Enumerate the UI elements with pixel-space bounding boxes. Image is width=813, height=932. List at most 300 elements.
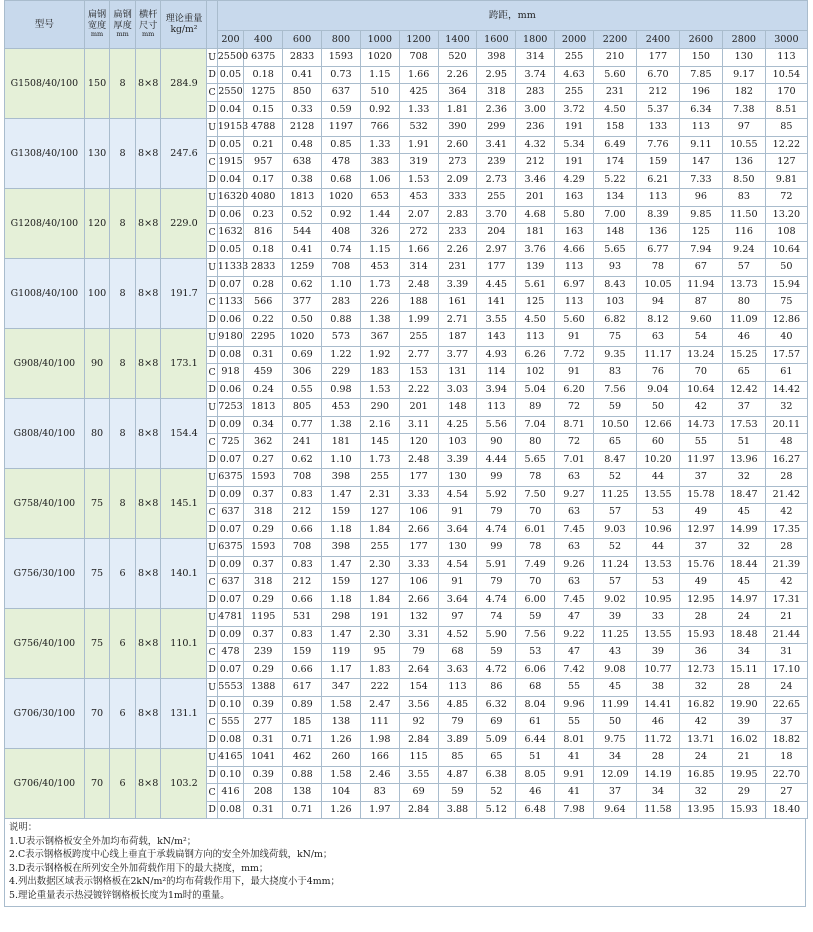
header-span-3000: 3000 xyxy=(765,31,807,49)
value-cell: 1.22 xyxy=(321,346,360,364)
value-cell: 212 xyxy=(516,154,555,172)
value-cell: 6.77 xyxy=(636,241,679,259)
value-cell: 0.62 xyxy=(283,276,322,294)
weight-cell: 103.2 xyxy=(161,749,207,819)
value-cell: 116 xyxy=(722,224,765,242)
value-cell: 9.60 xyxy=(679,311,722,329)
header-span-2800: 2800 xyxy=(722,31,765,49)
row-type-label: D xyxy=(207,801,217,819)
value-cell: 204 xyxy=(477,224,516,242)
value-cell: 57 xyxy=(594,504,637,522)
value-cell: 0.83 xyxy=(283,626,322,644)
value-cell: 3.63 xyxy=(438,661,477,679)
value-cell: 187 xyxy=(438,329,477,347)
value-cell: 13.55 xyxy=(636,626,679,644)
value-cell: 148 xyxy=(594,224,637,242)
value-cell: 1.47 xyxy=(321,486,360,504)
value-cell: 74 xyxy=(477,609,516,627)
value-cell: 638 xyxy=(283,154,322,172)
header-span-400: 400 xyxy=(244,31,283,49)
value-cell: 318 xyxy=(244,504,283,522)
value-cell: 0.39 xyxy=(244,766,283,784)
value-cell: 2.77 xyxy=(399,346,438,364)
value-cell: 0.73 xyxy=(321,66,360,84)
value-cell: 113 xyxy=(679,119,722,137)
value-cell: 55 xyxy=(555,679,594,697)
value-cell: 16320 xyxy=(217,189,244,207)
value-cell: 1.84 xyxy=(360,591,399,609)
value-cell: 233 xyxy=(438,224,477,242)
value-cell: 11.72 xyxy=(636,731,679,749)
value-cell: 29 xyxy=(722,784,765,802)
row-type-label: D xyxy=(207,521,217,539)
value-cell: 2.22 xyxy=(399,381,438,399)
value-cell: 13.95 xyxy=(679,801,722,819)
value-cell: 163 xyxy=(555,224,594,242)
value-cell: 314 xyxy=(516,49,555,67)
value-cell: 0.28 xyxy=(244,276,283,294)
value-cell: 1.38 xyxy=(360,311,399,329)
value-cell: 7253 xyxy=(217,399,244,417)
value-cell: 0.37 xyxy=(244,486,283,504)
value-cell: 159 xyxy=(321,574,360,592)
value-cell: 99 xyxy=(477,469,516,487)
value-cell: 18.40 xyxy=(765,801,807,819)
value-cell: 19.95 xyxy=(722,766,765,784)
value-cell: 11.58 xyxy=(636,801,679,819)
value-cell: 2.84 xyxy=(399,731,438,749)
flat-width-cell: 75 xyxy=(84,609,110,679)
value-cell: 52 xyxy=(477,784,516,802)
value-cell: 17.57 xyxy=(765,346,807,364)
cross-size-cell: 8×8 xyxy=(135,329,161,399)
model-cell: G1208/40/100 xyxy=(5,189,85,259)
value-cell: 70 xyxy=(679,364,722,382)
value-cell: 9.04 xyxy=(636,381,679,399)
flat-width-cell: 75 xyxy=(84,539,110,609)
value-cell: 6.06 xyxy=(516,661,555,679)
value-cell: 14.99 xyxy=(722,521,765,539)
header-span-1200: 1200 xyxy=(399,31,438,49)
value-cell: 2.71 xyxy=(438,311,477,329)
flat-thickness-cell: 8 xyxy=(110,329,136,399)
value-cell: 0.17 xyxy=(244,171,283,189)
row-type-label: C xyxy=(207,364,217,382)
value-cell: 37 xyxy=(679,539,722,557)
value-cell: 544 xyxy=(283,224,322,242)
value-cell: 17.35 xyxy=(765,521,807,539)
value-cell: 1.47 xyxy=(321,626,360,644)
value-cell: 617 xyxy=(283,679,322,697)
header-span-800: 800 xyxy=(321,31,360,49)
value-cell: 573 xyxy=(321,329,360,347)
table-row xyxy=(5,749,808,767)
value-cell: 9.96 xyxy=(555,696,594,714)
value-cell: 6.82 xyxy=(594,311,637,329)
value-cell: 68 xyxy=(438,644,477,662)
value-cell: 138 xyxy=(321,714,360,732)
value-cell: 12.42 xyxy=(722,381,765,399)
notes-title: 说明： xyxy=(9,822,38,833)
header-flat-thickness: 扁钢 厚度 mm xyxy=(110,1,136,49)
value-cell: 1813 xyxy=(283,189,322,207)
value-cell: 1388 xyxy=(244,679,283,697)
value-cell: 277 xyxy=(244,714,283,732)
value-cell: 239 xyxy=(244,644,283,662)
value-cell: 6.20 xyxy=(555,381,594,399)
value-cell: 3.39 xyxy=(438,451,477,469)
value-cell: 59 xyxy=(477,644,516,662)
value-cell: 4.45 xyxy=(477,276,516,294)
value-cell: 0.77 xyxy=(283,416,322,434)
row-type-label: C xyxy=(207,154,217,172)
value-cell: 3.11 xyxy=(399,416,438,434)
value-cell: 7.76 xyxy=(636,136,679,154)
weight-cell: 110.1 xyxy=(161,609,207,679)
header-span-1400: 1400 xyxy=(438,31,477,49)
value-cell: 191 xyxy=(360,609,399,627)
flat-thickness-cell: 8 xyxy=(110,119,136,189)
value-cell: 0.55 xyxy=(283,381,322,399)
model-cell: G706/40/100 xyxy=(5,749,85,819)
flat-thickness-cell: 8 xyxy=(110,469,136,539)
value-cell: 2833 xyxy=(283,49,322,67)
value-cell: 0.09 xyxy=(217,626,244,644)
row-type-label: D xyxy=(207,101,217,119)
value-cell: 32 xyxy=(722,539,765,557)
value-cell: 6.97 xyxy=(555,276,594,294)
table-row xyxy=(5,119,808,137)
value-cell: 1195 xyxy=(244,609,283,627)
value-cell: 1.26 xyxy=(321,731,360,749)
value-cell: 7.94 xyxy=(679,241,722,259)
value-cell: 13.20 xyxy=(765,206,807,224)
weight-cell: 154.4 xyxy=(161,399,207,469)
value-cell: 28 xyxy=(722,679,765,697)
value-cell: 5.91 xyxy=(477,556,516,574)
value-cell: 298 xyxy=(321,609,360,627)
value-cell: 159 xyxy=(283,644,322,662)
value-cell: 0.68 xyxy=(321,171,360,189)
value-cell: 75 xyxy=(765,294,807,312)
value-cell: 45 xyxy=(722,574,765,592)
value-cell: 191 xyxy=(555,119,594,137)
value-cell: 347 xyxy=(321,679,360,697)
value-cell: 90 xyxy=(477,434,516,452)
value-cell: 42 xyxy=(765,574,807,592)
value-cell: 3.64 xyxy=(438,521,477,539)
value-cell: 1.15 xyxy=(360,66,399,84)
value-cell: 1.53 xyxy=(360,381,399,399)
row-type-label: D xyxy=(207,276,217,294)
value-cell: 43 xyxy=(594,644,637,662)
value-cell: 208 xyxy=(244,784,283,802)
value-cell: 637 xyxy=(217,504,244,522)
value-cell: 8.43 xyxy=(594,276,637,294)
value-cell: 7.56 xyxy=(516,626,555,644)
value-cell: 2.48 xyxy=(399,276,438,294)
value-cell: 255 xyxy=(477,189,516,207)
value-cell: 3.94 xyxy=(477,381,516,399)
header-cross-size: 横杆 尺寸 mm xyxy=(135,1,161,49)
value-cell: 566 xyxy=(244,294,283,312)
value-cell: 0.07 xyxy=(217,591,244,609)
row-type-label: D xyxy=(207,171,217,189)
value-cell: 106 xyxy=(399,504,438,522)
value-cell: 383 xyxy=(360,154,399,172)
note-item: 4.列出数据区域表示钢格板在2kN/m²的均布荷载作用下，最大挠度小于4mm； xyxy=(9,876,340,887)
value-cell: 1.73 xyxy=(360,276,399,294)
row-type-label: C xyxy=(207,644,217,662)
value-cell: 0.31 xyxy=(244,731,283,749)
value-cell: 0.22 xyxy=(244,311,283,329)
value-cell: 7.04 xyxy=(516,416,555,434)
value-cell: 1.73 xyxy=(360,451,399,469)
table-row xyxy=(5,679,808,697)
value-cell: 398 xyxy=(321,469,360,487)
value-cell: 95 xyxy=(360,644,399,662)
value-cell: 41 xyxy=(555,784,594,802)
value-cell: 32 xyxy=(679,679,722,697)
value-cell: 2.73 xyxy=(477,171,516,189)
value-cell: 104 xyxy=(321,784,360,802)
value-cell: 1.53 xyxy=(399,171,438,189)
value-cell: 1593 xyxy=(244,469,283,487)
value-cell: 85 xyxy=(438,749,477,767)
value-cell: 18.47 xyxy=(722,486,765,504)
value-cell: 4.63 xyxy=(555,66,594,84)
value-cell: 6375 xyxy=(217,539,244,557)
value-cell: 12.09 xyxy=(594,766,637,784)
value-cell: 212 xyxy=(283,504,322,522)
table-body xyxy=(5,49,808,819)
value-cell: 11.50 xyxy=(722,206,765,224)
value-cell: 0.33 xyxy=(283,101,322,119)
value-cell: 6.32 xyxy=(477,696,516,714)
value-cell: 15.25 xyxy=(722,346,765,364)
value-cell: 9.24 xyxy=(722,241,765,259)
value-cell: 478 xyxy=(217,644,244,662)
flat-thickness-cell: 8 xyxy=(110,49,136,119)
value-cell: 0.88 xyxy=(283,766,322,784)
value-cell: 2.60 xyxy=(438,136,477,154)
header-span-2000: 2000 xyxy=(555,31,594,49)
value-cell: 918 xyxy=(217,364,244,382)
value-cell: 6.70 xyxy=(636,66,679,84)
value-cell: 42 xyxy=(765,504,807,522)
header-span-200: 200 xyxy=(217,31,244,49)
value-cell: 236 xyxy=(516,119,555,137)
value-cell: 2.95 xyxy=(477,66,516,84)
value-cell: 7.01 xyxy=(555,451,594,469)
value-cell: 0.37 xyxy=(244,626,283,644)
value-cell: 453 xyxy=(360,259,399,277)
value-cell: 32 xyxy=(722,469,765,487)
weight-cell: 284.9 xyxy=(161,49,207,119)
value-cell: 0.05 xyxy=(217,66,244,84)
value-cell: 453 xyxy=(321,399,360,417)
value-cell: 1.18 xyxy=(321,591,360,609)
value-cell: 39 xyxy=(594,609,637,627)
value-cell: 21.39 xyxy=(765,556,807,574)
load-table-page xyxy=(4,0,808,907)
value-cell: 143 xyxy=(477,329,516,347)
flat-width-cell: 120 xyxy=(84,189,110,259)
value-cell: 61 xyxy=(765,364,807,382)
value-cell: 478 xyxy=(321,154,360,172)
value-cell: 1133 xyxy=(217,294,244,312)
row-type-label: D xyxy=(207,381,217,399)
value-cell: 37 xyxy=(765,714,807,732)
value-cell: 115 xyxy=(399,749,438,767)
value-cell: 177 xyxy=(636,49,679,67)
value-cell: 113 xyxy=(555,294,594,312)
value-cell: 201 xyxy=(399,399,438,417)
value-cell: 39 xyxy=(636,644,679,662)
value-cell: 3.70 xyxy=(477,206,516,224)
value-cell: 10.20 xyxy=(636,451,679,469)
value-cell: 4.87 xyxy=(438,766,477,784)
value-cell: 125 xyxy=(516,294,555,312)
value-cell: 459 xyxy=(244,364,283,382)
value-cell: 15.94 xyxy=(765,276,807,294)
value-cell: 255 xyxy=(555,84,594,102)
model-cell: G756/30/100 xyxy=(5,539,85,609)
cross-size-cell: 8×8 xyxy=(135,469,161,539)
value-cell: 59 xyxy=(438,784,477,802)
value-cell: 0.29 xyxy=(244,661,283,679)
table-row xyxy=(5,609,808,627)
value-cell: 120 xyxy=(399,434,438,452)
value-cell: 119 xyxy=(321,644,360,662)
value-cell: 1.92 xyxy=(360,346,399,364)
note-item: 2.C表示钢格板跨度中心线上垂直于承载扁钢方向的安全外加线荷载，kN/m； xyxy=(9,849,333,860)
value-cell: 127 xyxy=(360,574,399,592)
value-cell: 0.10 xyxy=(217,696,244,714)
value-cell: 0.06 xyxy=(217,381,244,399)
value-cell: 4.74 xyxy=(477,591,516,609)
value-cell: 0.07 xyxy=(217,661,244,679)
value-cell: 61 xyxy=(516,714,555,732)
value-cell: 65 xyxy=(594,434,637,452)
row-type-label: D xyxy=(207,66,217,84)
value-cell: 3.31 xyxy=(399,626,438,644)
value-cell: 4.93 xyxy=(477,346,516,364)
value-cell: 49 xyxy=(679,504,722,522)
row-type-label: C xyxy=(207,574,217,592)
value-cell: 72 xyxy=(555,434,594,452)
value-cell: 1.47 xyxy=(321,556,360,574)
value-cell: 3.03 xyxy=(438,381,477,399)
header-span-1800: 1800 xyxy=(516,31,555,49)
value-cell: 69 xyxy=(399,784,438,802)
value-cell: 5.37 xyxy=(636,101,679,119)
value-cell: 28 xyxy=(636,749,679,767)
value-cell: 7.72 xyxy=(555,346,594,364)
table-row xyxy=(5,49,808,67)
value-cell: 1041 xyxy=(244,749,283,767)
value-cell: 1275 xyxy=(244,84,283,102)
value-cell: 1.33 xyxy=(360,136,399,154)
value-cell: 0.06 xyxy=(217,311,244,329)
value-cell: 2.66 xyxy=(399,591,438,609)
value-cell: 17.10 xyxy=(765,661,807,679)
value-cell: 22.65 xyxy=(765,696,807,714)
value-cell: 637 xyxy=(217,574,244,592)
value-cell: 91 xyxy=(438,504,477,522)
value-cell: 1593 xyxy=(244,539,283,557)
value-cell: 11.09 xyxy=(722,311,765,329)
flat-width-cell: 150 xyxy=(84,49,110,119)
value-cell: 14.19 xyxy=(636,766,679,784)
value-cell: 7.49 xyxy=(516,556,555,574)
cross-size-cell: 8×8 xyxy=(135,259,161,329)
value-cell: 8.51 xyxy=(765,101,807,119)
value-cell: 0.92 xyxy=(321,206,360,224)
header-span-title: 跨距，mm xyxy=(217,1,807,31)
value-cell: 1.18 xyxy=(321,521,360,539)
value-cell: 0.41 xyxy=(283,66,322,84)
value-cell: 103 xyxy=(438,434,477,452)
value-cell: 766 xyxy=(360,119,399,137)
value-cell: 63 xyxy=(555,539,594,557)
value-cell: 637 xyxy=(321,84,360,102)
value-cell: 319 xyxy=(399,154,438,172)
value-cell: 65 xyxy=(722,364,765,382)
value-cell: 9.02 xyxy=(594,591,637,609)
value-cell: 18 xyxy=(765,749,807,767)
value-cell: 3.33 xyxy=(399,556,438,574)
value-cell: 0.83 xyxy=(283,556,322,574)
value-cell: 9.75 xyxy=(594,731,637,749)
value-cell: 0.83 xyxy=(283,486,322,504)
model-cell: G1308/40/100 xyxy=(5,119,85,189)
flat-thickness-cell: 6 xyxy=(110,679,136,749)
value-cell: 10.64 xyxy=(679,381,722,399)
value-cell: 67 xyxy=(679,259,722,277)
row-type-label: U xyxy=(207,749,217,767)
value-cell: 222 xyxy=(360,679,399,697)
value-cell: 181 xyxy=(516,224,555,242)
value-cell: 1.06 xyxy=(360,171,399,189)
value-cell: 3.41 xyxy=(477,136,516,154)
value-cell: 0.05 xyxy=(217,136,244,154)
value-cell: 28 xyxy=(765,469,807,487)
row-type-label: D xyxy=(207,696,217,714)
value-cell: 1.33 xyxy=(399,101,438,119)
row-type-label: D xyxy=(207,556,217,574)
value-cell: 2.47 xyxy=(360,696,399,714)
cross-size-cell: 8×8 xyxy=(135,49,161,119)
header-span-2400: 2400 xyxy=(636,31,679,49)
value-cell: 8.71 xyxy=(555,416,594,434)
value-cell: 4.52 xyxy=(438,626,477,644)
value-cell: 531 xyxy=(283,609,322,627)
header-span-2600: 2600 xyxy=(679,31,722,49)
note-item: 3.D表示钢格板在所列安全外加荷载作用下的最大挠度，mm； xyxy=(9,862,269,874)
value-cell: 10.64 xyxy=(765,241,807,259)
value-cell: 1020 xyxy=(360,49,399,67)
value-cell: 1.10 xyxy=(321,451,360,469)
table-row xyxy=(5,539,808,557)
weight-cell: 229.0 xyxy=(161,189,207,259)
header-weight: 理论重量 kg/m² xyxy=(161,1,207,49)
value-cell: 185 xyxy=(283,714,322,732)
value-cell: 9.81 xyxy=(765,171,807,189)
value-cell: 1.91 xyxy=(399,136,438,154)
value-cell: 1.44 xyxy=(360,206,399,224)
value-cell: 2550 xyxy=(217,84,244,102)
